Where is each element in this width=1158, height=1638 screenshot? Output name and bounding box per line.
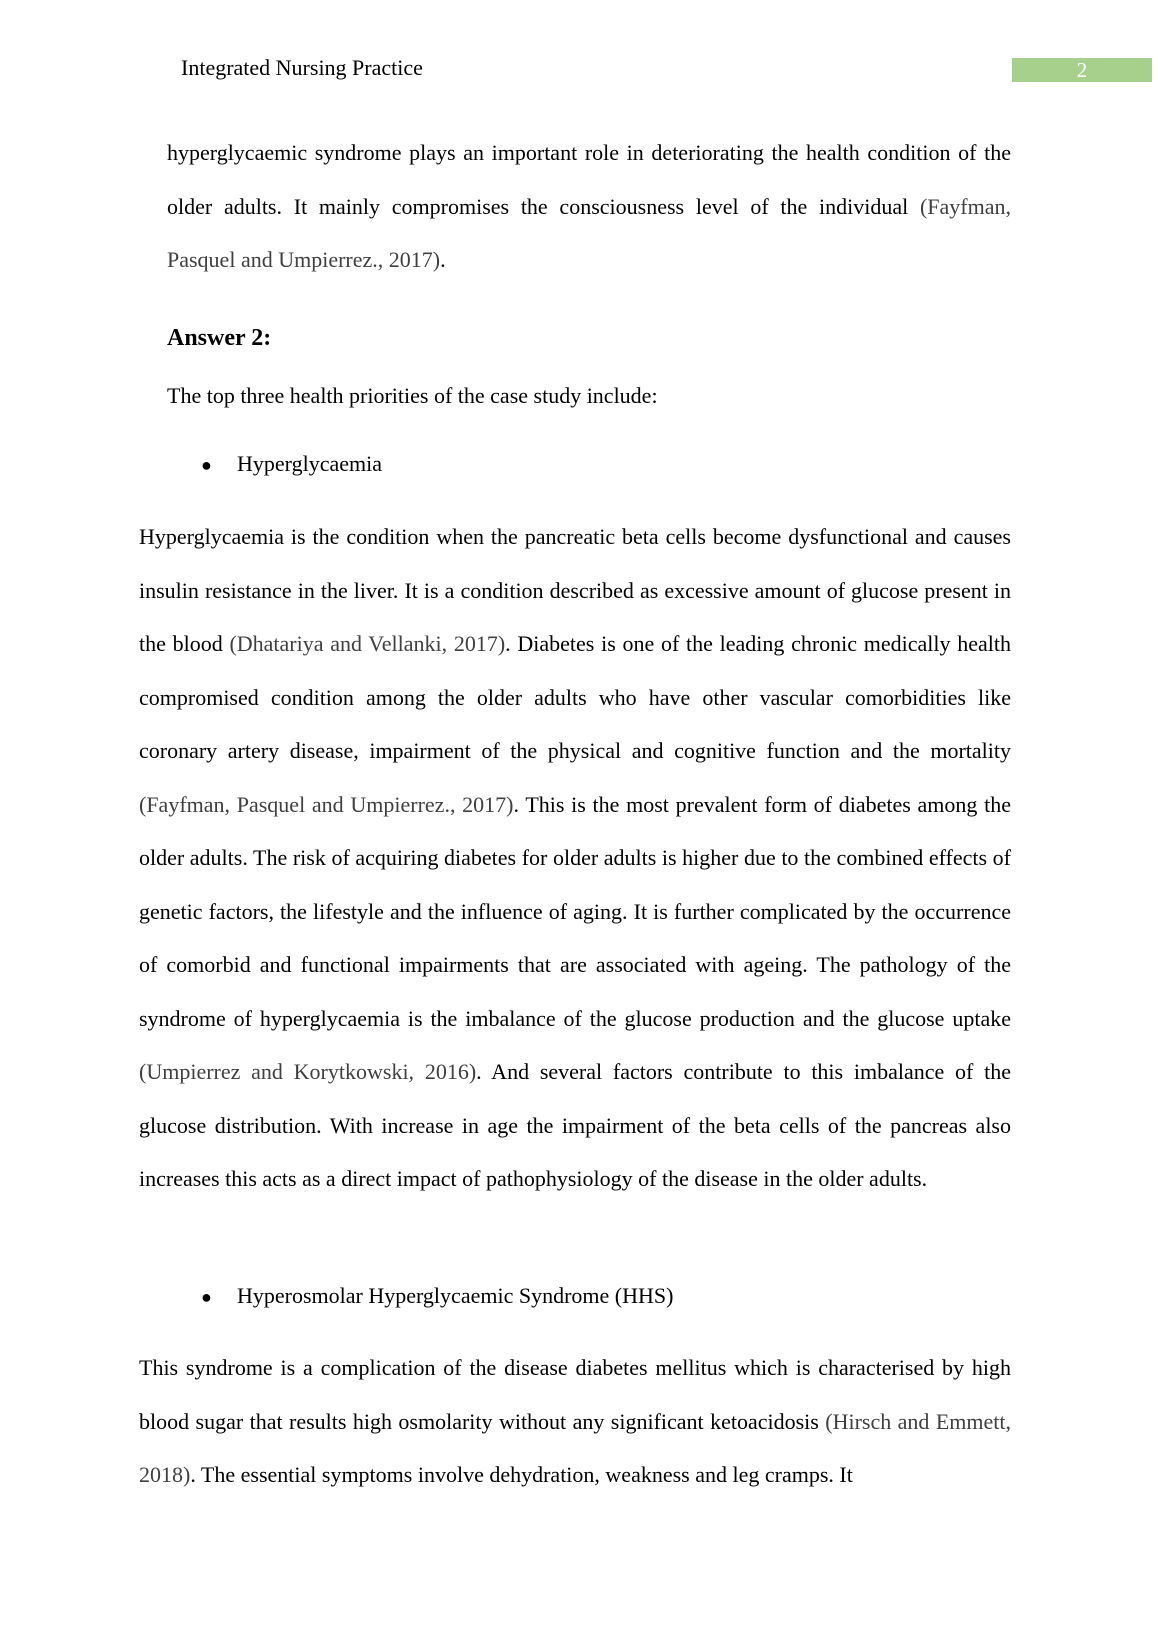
paragraph-text: . Diabetes is one of the leading chronic medically health compromised condition among the older adults who have other vascular comorbidities like coronary artery disease, impairment of the physical and cognitive function and the mortality — [139, 631, 1011, 763]
section-heading: Answer 2: — [167, 325, 272, 351]
paragraph-text: . — [440, 247, 446, 272]
paragraph-hyperglycaemia — [139, 510, 1011, 1206]
page-number-badge: 2 — [1012, 58, 1152, 82]
intro-sentence: The top three health priorities of the case study include: — [167, 383, 658, 408]
paragraph-text: . The essential symptoms involve dehydration, weakness and leg cramps. It — [190, 1462, 853, 1487]
paragraph-text: . This is the most prevalent form of diabetes among the older adults. The risk of acquiring diabetes for older adults is higher due to the combined effects of genetic factors, the lifestyle and the influence of aging. It is further complicated by the occurrence of comorbid and functional impairments that are associated with ageing. The pathology of the syndrome of hyperglycaemia is the imbalance of the glucose production and the glucose uptake — [139, 791, 1011, 1031]
citation: (Dhatariya and Vellanki, 2017) — [229, 631, 506, 656]
bullet-label: Hyperglycaemia — [237, 451, 382, 476]
bullet-item-hhs — [201, 1280, 673, 1313]
citation: (Fayfman, Pasquel and Umpierrez., 2017) — [139, 791, 514, 817]
running-header-title: Integrated Nursing Practice — [181, 55, 423, 80]
bullet-label: Hyperosmolar Hyperglycaemic Syndrome (HHS) — [237, 1283, 674, 1308]
citation: (Hirsch and Emmett, 2018) — [139, 1408, 1011, 1487]
paragraph-text: This syndrome is a complication of the disease diabetes mellitus which is characterised by high blood sugar that results high osmolarity without any significant ketoacidosis — [139, 1355, 1011, 1434]
bullet-dot-icon: ● — [201, 1287, 212, 1307]
paragraph-hhs — [139, 1341, 1011, 1502]
paragraph-continuation — [167, 126, 1011, 287]
citation: (Umpierrez and Korytkowski, 2016) — [139, 1059, 477, 1084]
bullet-item-hyperglycaemia — [201, 448, 382, 481]
paragraph-text: . And several factors contribute to this imbalance of the glucose distribution. With increase in age the impairment of the beta cells of the pancreas also increases this acts as a direct impact of pathophysiology of the disease in the older adults. — [139, 1059, 1011, 1191]
citation: (Fayfman, Pasquel and Umpierrez., 2017) — [167, 193, 1011, 272]
bullet-dot-icon: ● — [201, 455, 212, 475]
paragraph-text: Hyperglycaemia is the condition when the pancreatic beta cells become dysfunctional and causes insulin resistance in the liver. It is a condition described as excessive amount of glucose present in the blood — [139, 524, 1011, 656]
paragraph-text: hyperglycaemic syndrome plays an important role in deteriorating the health condition of the older adults. It mainly compromises the consciousness level of the individual — [167, 140, 1011, 219]
